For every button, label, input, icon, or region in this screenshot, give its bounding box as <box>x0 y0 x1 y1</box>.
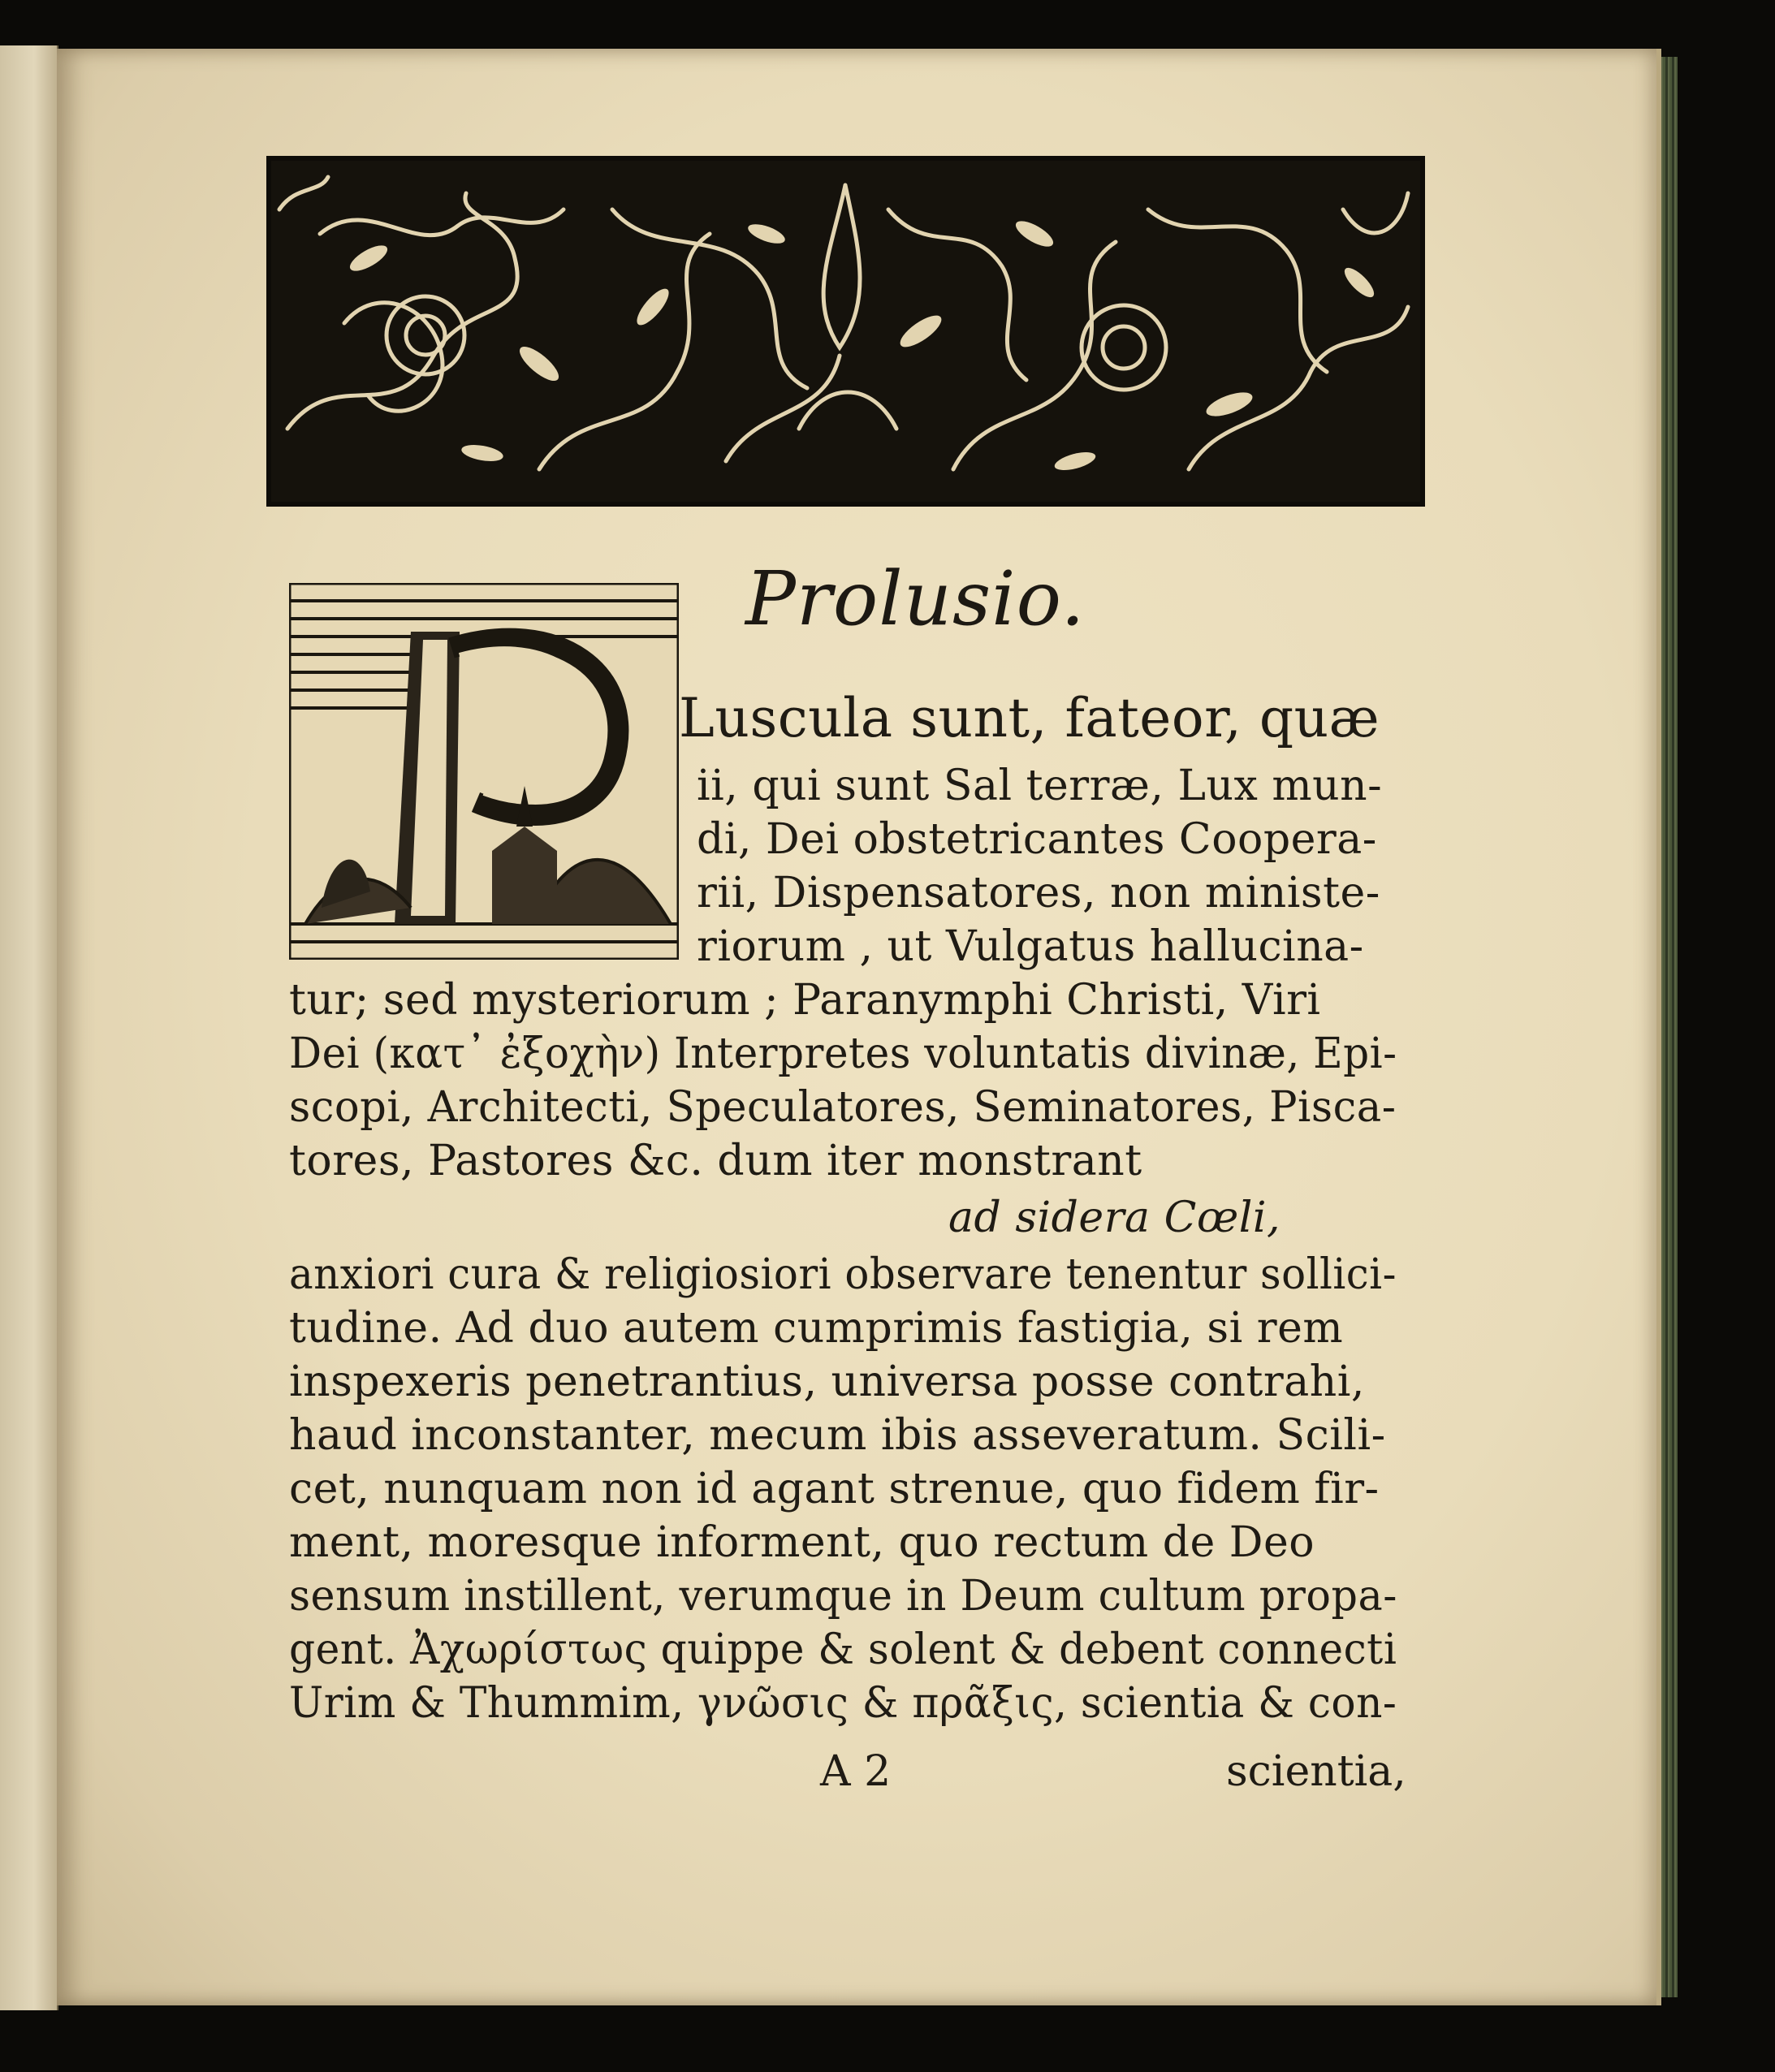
decorated-initial-p <box>289 583 679 960</box>
catchword: scientia, <box>1226 1747 1406 1796</box>
text-line-19: Urim & Thummim, γνῶσις & πρᾶξις, scientia & con- <box>289 1679 1397 1728</box>
text-line-1: Luscula sunt, fateor, quæ <box>679 687 1380 749</box>
text-line-14: haud inconstanter, mecum ibis asseveratum. Scili- <box>289 1411 1386 1460</box>
text-line-15: cet, nunquam non id agant strenue, quo fidem fir- <box>289 1465 1380 1513</box>
text-line-10: ad sidera Cœli, <box>948 1194 1281 1242</box>
text-line-5: riorum , ut Vulgatus hallucina- <box>697 922 1364 971</box>
section-heading: Prolusio. <box>745 555 1086 642</box>
text-line-2: ii, qui sunt Sal terræ, Lux mun- <box>697 762 1383 810</box>
text-line-9: tores, Pastores &c. dum iter monstrant <box>289 1137 1142 1185</box>
text-line-8: scopi, Architecti, Speculatores, Seminatores, Pisca- <box>289 1083 1397 1132</box>
text-line-4: rii, Dispensatores, non ministe- <box>697 869 1380 917</box>
text-line-13: inspexeris penetrantius, universa posse contrahi, <box>289 1358 1365 1406</box>
text-line-6: tur; sed mysteriorum ; Paranymphi Christi, Viri <box>289 976 1321 1025</box>
text-line-3: di, Dei obstetricantes Coopera- <box>697 815 1377 864</box>
signature-mark: A 2 <box>820 1747 892 1796</box>
text-line-16: ment, moresque informent, quo rectum de Deo <box>289 1518 1315 1567</box>
text-line-7: Dei (κατ᾽ ἐξοχὴν) Interpretes voluntatis divinæ, Epi- <box>289 1030 1397 1078</box>
text-line-12: tudine. Ad duo autem cumprimis fastigia, si rem <box>289 1304 1344 1353</box>
text-line-17: sensum instillent, verumque in Deum cultum propa- <box>289 1572 1397 1621</box>
text-line-11: anxiori cura & religiosiori observare tenentur sollici- <box>289 1250 1397 1299</box>
text-line-18: gent. Ἀχωρίστως quippe & solent & debent connecti <box>289 1625 1397 1674</box>
facing-page-edge <box>0 45 58 2010</box>
ornamental-headpiece <box>266 156 1425 507</box>
